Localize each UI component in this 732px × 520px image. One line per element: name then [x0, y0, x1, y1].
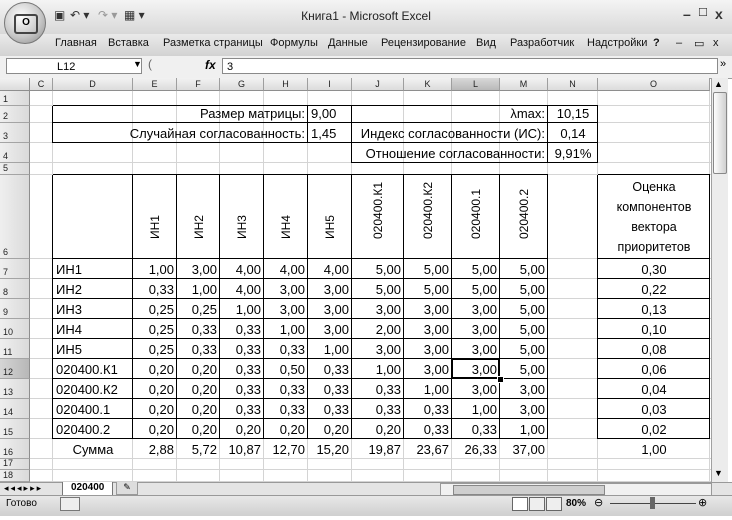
row-header[interactable]: 12 — [0, 359, 30, 379]
matrix-row-label[interactable]: ИН5 — [56, 342, 82, 357]
matrix-cell[interactable]: 1,00 — [279, 322, 305, 337]
vertical-scrollbar[interactable] — [711, 78, 728, 482]
column-header[interactable]: C — [30, 78, 53, 91]
name-box[interactable]: L12 — [6, 58, 142, 74]
border-line — [598, 298, 710, 299]
matrix-column-header[interactable] — [308, 175, 352, 259]
selected-cell-outline — [451, 358, 500, 379]
matrix-cell[interactable]: 3,00 — [191, 262, 217, 277]
border-line — [176, 175, 177, 439]
consistency-ratio-label[interactable]: Отношение согласованности: — [365, 146, 545, 161]
matrix-cell[interactable]: 1,00 — [471, 402, 497, 417]
border-line — [219, 175, 220, 439]
border-line — [598, 438, 710, 439]
border-line — [598, 318, 710, 319]
border-line — [352, 162, 598, 163]
matrix-cell[interactable]: 5,00 — [519, 362, 545, 377]
matrix-cell[interactable]: 5,00 — [471, 262, 497, 277]
border-line — [132, 175, 133, 439]
column-header[interactable]: H — [264, 78, 308, 91]
priority-value[interactable]: 0,10 — [641, 322, 667, 337]
priority-vector-header[interactable]: Оценка компонентов вектора приоритетов — [616, 180, 692, 254]
matrix-column-header[interactable] — [500, 175, 548, 259]
matrix-cell[interactable]: 5,00 — [519, 282, 545, 297]
matrix-cell[interactable]: 5,00 — [375, 282, 401, 297]
row-header[interactable]: 8 — [0, 279, 30, 299]
row-header[interactable]: 15 — [0, 419, 30, 439]
matrix-cell[interactable]: 5,00 — [423, 282, 449, 297]
office-logo-icon: O — [14, 14, 38, 34]
matrix-cell[interactable]: 3,00 — [519, 382, 545, 397]
border-line — [352, 105, 598, 106]
matrix-cell[interactable]: 3,00 — [323, 282, 349, 297]
status-ready: Готово — [6, 498, 37, 509]
matrix-cell[interactable]: 0,33 — [191, 322, 217, 337]
matrix-cell[interactable]: 1,00 — [375, 362, 401, 377]
tab-view[interactable]: Вид — [476, 37, 496, 49]
matrix-cell[interactable]: 0,20 — [191, 422, 217, 437]
column-header[interactable]: E — [133, 78, 177, 91]
matrix-cell[interactable]: 0,33 — [471, 422, 497, 437]
border-line — [709, 175, 710, 439]
column-header[interactable]: G — [220, 78, 264, 91]
matrix-cell[interactable]: 1,00 — [423, 382, 449, 397]
border-line — [53, 338, 548, 339]
matrix-cell[interactable]: 3,00 — [423, 362, 449, 377]
page-layout-view-icon[interactable] — [529, 497, 545, 511]
row-header[interactable]: 10 — [0, 319, 30, 339]
help-icon[interactable]: ? — [653, 37, 660, 49]
matrix-cell[interactable]: 3,00 — [423, 342, 449, 357]
fill-handle[interactable] — [497, 376, 504, 383]
matrix-cell[interactable]: 3,00 — [471, 322, 497, 337]
matrix-column-header-label: 020400.2 — [517, 188, 531, 239]
matrix-cell[interactable]: 2,00 — [375, 322, 401, 337]
sum-priority-value[interactable]: 1,00 — [641, 442, 667, 457]
matrix-cell[interactable]: 0,20 — [191, 382, 217, 397]
matrix-cell[interactable]: 5,00 — [519, 262, 545, 277]
consistency-ratio-value[interactable]: 9,91% — [554, 146, 592, 161]
tab-insert[interactable]: Вставка — [108, 37, 149, 49]
matrix-cell[interactable]: 0,33 — [375, 382, 401, 397]
matrix-cell[interactable]: 5,00 — [375, 262, 401, 277]
matrix-cell[interactable]: 0,33 — [235, 342, 261, 357]
border-line — [53, 278, 548, 279]
ribbon-restore-icon[interactable]: ▭ — [694, 38, 705, 50]
tab-home[interactable]: Главная — [55, 37, 97, 49]
matrix-cell[interactable]: 3,00 — [323, 322, 349, 337]
row-header[interactable]: 14 — [0, 399, 30, 419]
column-header[interactable]: O — [598, 78, 710, 91]
matrix-cell[interactable]: 0,20 — [148, 382, 174, 397]
undo-icon[interactable]: ↶ ▾ — [70, 8, 90, 22]
matrix-cell[interactable]: 3,00 — [423, 322, 449, 337]
matrix-cell[interactable]: 0,33 — [148, 282, 174, 297]
border-line — [598, 278, 710, 279]
matrix-cell[interactable]: 0,33 — [279, 402, 305, 417]
border-line — [598, 378, 710, 379]
border-line — [351, 175, 352, 439]
matrix-cell[interactable]: 0,25 — [148, 342, 174, 357]
sum-label[interactable]: Сумма — [72, 442, 114, 457]
consistency-index-value[interactable]: 0,14 — [560, 126, 586, 141]
redo-icon[interactable]: ↷ ▾ — [98, 8, 118, 22]
sheet-nav-icon[interactable]: ◂◂◂▸▸▸ — [4, 483, 44, 493]
border-line — [53, 438, 548, 439]
matrix-cell[interactable]: 1,00 — [191, 282, 217, 297]
matrix-cell[interactable]: 0,20 — [279, 422, 305, 437]
matrix-cell[interactable]: 4,00 — [235, 262, 261, 277]
row-header[interactable]: 3 — [0, 123, 30, 143]
matrix-cell[interactable]: 0,33 — [423, 402, 449, 417]
matrix-column-header-label: ИН3 — [235, 215, 249, 239]
matrix-column-header[interactable] — [404, 175, 452, 259]
matrix-cell[interactable]: 0,33 — [323, 362, 349, 377]
border-line — [53, 418, 548, 419]
sum-value[interactable]: 15,20 — [316, 442, 349, 457]
tab-page-layout[interactable]: Разметка страницы — [163, 37, 263, 49]
matrix-cell[interactable]: 3,00 — [375, 342, 401, 357]
column-header[interactable]: D — [53, 78, 133, 91]
select-all-corner[interactable] — [0, 78, 30, 91]
matrix-column-header[interactable] — [352, 175, 404, 259]
border-line — [598, 418, 710, 419]
matrix-row-label[interactable]: ИН3 — [56, 302, 82, 317]
horizontal-scroll-thumb[interactable] — [453, 485, 605, 495]
matrix-cell[interactable]: 0,20 — [148, 362, 174, 377]
priority-value[interactable]: 0,04 — [641, 382, 667, 397]
matrix-column-header[interactable] — [452, 175, 500, 259]
tab-addins[interactable]: Надстройки — [587, 37, 648, 49]
ribbon-minimize-icon[interactable]: – — [676, 37, 683, 49]
matrix-cell[interactable]: 5,00 — [423, 262, 449, 277]
status-bar — [0, 495, 732, 516]
border-line — [352, 122, 598, 123]
matrix-cell[interactable]: 0,20 — [191, 402, 217, 417]
matrix-cell[interactable]: 5,00 — [519, 322, 545, 337]
border-line — [53, 318, 548, 319]
matrix-row-label[interactable]: 020400.2 — [56, 422, 111, 437]
row-header[interactable]: 6 — [0, 175, 30, 259]
border-line — [263, 175, 264, 439]
name-box-dropdown-icon[interactable]: ▼ — [133, 59, 142, 69]
column-header[interactable]: F — [177, 78, 220, 91]
insert-function-button[interactable]: fx — [205, 58, 216, 72]
sum-value[interactable]: 10,87 — [228, 442, 261, 457]
formula-input[interactable]: 3 — [222, 58, 718, 74]
row-header[interactable]: 5 — [0, 163, 30, 175]
matrix-cell[interactable]: 0,25 — [148, 302, 174, 317]
priority-value[interactable]: 0,22 — [641, 282, 667, 297]
border-line — [598, 338, 710, 339]
border-line — [598, 174, 710, 175]
matrix-column-header[interactable] — [220, 175, 264, 259]
sum-value[interactable]: 26,33 — [464, 442, 497, 457]
border-line — [53, 398, 548, 399]
matrix-size-label[interactable]: Размер матрицы: — [199, 106, 305, 121]
save-icon[interactable]: ▣ — [54, 8, 66, 22]
matrix-cell[interactable]: 0,20 — [191, 362, 217, 377]
row-header[interactable]: 17 — [0, 459, 30, 470]
matrix-column-header[interactable] — [133, 175, 177, 259]
border-line — [451, 175, 452, 439]
page-break-view-icon[interactable] — [546, 497, 562, 511]
border-line — [351, 106, 352, 163]
matrix-row-label[interactable]: ИН1 — [56, 262, 82, 277]
matrix-cell[interactable]: 3,00 — [471, 382, 497, 397]
normal-view-icon[interactable] — [512, 497, 528, 511]
formula-expand-icon[interactable]: » — [720, 58, 727, 70]
matrix-cell[interactable]: 0,20 — [375, 422, 401, 437]
lambda-max-value[interactable]: 10,15 — [556, 106, 590, 121]
sheet-tab-active[interactable]: 020400 — [62, 482, 113, 496]
window-title: Книга1 - Microsoft Excel — [301, 9, 431, 23]
matrix-row-label[interactable]: 020400.К1 — [56, 362, 118, 377]
matrix-cell[interactable]: 0,33 — [191, 342, 217, 357]
consistency-index-label[interactable]: Индекс согласованности (ИС): — [360, 126, 545, 141]
column-header[interactable]: I — [308, 78, 352, 91]
row-header[interactable]: 18 — [0, 470, 30, 482]
matrix-cell[interactable]: 3,00 — [471, 302, 497, 317]
border-line — [403, 175, 404, 439]
matrix-cell[interactable]: 0,33 — [323, 382, 349, 397]
matrix-cell[interactable]: 0,20 — [148, 402, 174, 417]
priority-value[interactable]: 0,03 — [641, 402, 667, 417]
close-button[interactable]: x — [715, 6, 723, 22]
matrix-cell[interactable]: 1,00 — [148, 262, 174, 277]
priority-value[interactable]: 0,08 — [641, 342, 667, 357]
priority-value[interactable]: 0,30 — [641, 262, 667, 277]
matrix-column-header[interactable] — [177, 175, 220, 259]
matrix-cell[interactable]: 1,00 — [519, 422, 545, 437]
matrix-column-header-label: 020400.1 — [469, 188, 483, 239]
matrix-cell[interactable]: 0,20 — [323, 422, 349, 437]
matrix-column-header-label: ИН2 — [191, 215, 206, 239]
matrix-column-header-label: ИН1 — [148, 215, 162, 239]
matrix-cell[interactable]: 1,00 — [235, 302, 261, 317]
border-line — [598, 358, 710, 359]
border-line — [307, 106, 308, 143]
matrix-cell[interactable]: 4,00 — [235, 282, 261, 297]
matrix-cell[interactable]: 0,33 — [323, 402, 349, 417]
matrix-cell[interactable]: 3,00 — [423, 302, 449, 317]
border-line — [52, 106, 53, 143]
matrix-cell[interactable]: 4,00 — [323, 262, 349, 277]
column-header[interactable]: M — [500, 78, 548, 91]
office-button[interactable] — [4, 2, 46, 44]
matrix-cell[interactable]: 5,00 — [519, 342, 545, 357]
matrix-column-header-label: ИН4 — [279, 215, 293, 239]
zoom-out-icon[interactable]: ⊖ — [594, 497, 604, 509]
matrix-cell[interactable]: 0,20 — [235, 422, 261, 437]
vertical-scroll-thumb[interactable] — [713, 92, 727, 174]
border-line — [53, 258, 548, 259]
lambda-max-label[interactable]: λmax: — [510, 106, 545, 121]
insert-sheet-icon[interactable]: ✎ — [116, 482, 138, 495]
border-line — [547, 106, 548, 163]
matrix-column-header-label: 020400.К1 — [371, 181, 385, 239]
row-header[interactable]: 13 — [0, 379, 30, 399]
border-line — [547, 175, 548, 439]
matrix-row-label[interactable]: 020400.К2 — [56, 382, 118, 397]
matrix-cell[interactable]: 0,33 — [279, 382, 305, 397]
matrix-cell[interactable]: 1,00 — [323, 342, 349, 357]
scroll-up-icon[interactable]: ▲ — [714, 79, 723, 89]
macro-record-icon[interactable] — [60, 497, 80, 511]
matrix-cell[interactable]: 0,33 — [235, 382, 261, 397]
matrix-cell[interactable]: 3,00 — [279, 302, 305, 317]
matrix-cell[interactable]: 0,33 — [375, 402, 401, 417]
zoom-slider-handle[interactable] — [650, 497, 655, 509]
scroll-down-icon[interactable]: ▼ — [714, 468, 723, 478]
border-line — [307, 175, 308, 439]
matrix-cell[interactable]: 0,33 — [423, 422, 449, 437]
matrix-cell[interactable]: 0,33 — [235, 322, 261, 337]
row-header[interactable]: 1 — [0, 91, 30, 106]
row-header[interactable]: 11 — [0, 339, 30, 359]
random-consistency-value[interactable]: 1,45 — [311, 126, 337, 141]
zoom-in-icon[interactable]: ⊕ — [698, 497, 708, 509]
sum-value[interactable]: 23,67 — [416, 442, 449, 457]
matrix-cell[interactable]: 5,00 — [519, 302, 545, 317]
sum-value[interactable]: 5,72 — [191, 442, 217, 457]
row-header[interactable]: 9 — [0, 299, 30, 319]
border-line — [53, 298, 548, 299]
matrix-size-value[interactable]: 9,00 — [311, 106, 337, 121]
row-header[interactable]: 4 — [0, 143, 30, 163]
matrix-cell[interactable]: 0,25 — [191, 302, 217, 317]
tab-data[interactable]: Данные — [328, 37, 368, 49]
matrix-cell[interactable]: 3,00 — [519, 402, 545, 417]
zoom-level[interactable]: 80% — [566, 498, 587, 509]
tab-developer[interactable]: Разработчик — [510, 37, 575, 49]
minimize-button[interactable]: – — [683, 6, 691, 22]
tab-review[interactable]: Рецензирование — [381, 37, 466, 49]
formula-cancel-icon[interactable]: ( — [148, 57, 152, 71]
border-line — [598, 398, 710, 399]
column-header[interactable]: N — [548, 78, 598, 91]
column-header[interactable]: K — [404, 78, 452, 91]
row-header[interactable]: 2 — [0, 106, 30, 123]
matrix-cell[interactable]: 4,00 — [279, 262, 305, 277]
border-line — [499, 175, 500, 439]
matrix-cell[interactable]: 3,00 — [471, 362, 497, 377]
border-line — [352, 142, 598, 143]
matrix-row-label[interactable]: ИН2 — [56, 282, 82, 297]
matrix-column-header-label: 020400.К2 — [421, 181, 435, 239]
tab-formulas[interactable]: Формулы — [270, 37, 318, 49]
matrix-cell[interactable]: 3,00 — [471, 342, 497, 357]
matrix-cell[interactable]: 0,33 — [235, 402, 261, 417]
matrix-cell[interactable]: 3,00 — [375, 302, 401, 317]
matrix-cell[interactable]: 0,50 — [279, 362, 305, 377]
priority-value[interactable]: 0,02 — [641, 422, 667, 437]
matrix-cell[interactable]: 5,00 — [471, 282, 497, 297]
sum-value[interactable]: 2,88 — [148, 442, 174, 457]
sum-value[interactable]: 19,87 — [368, 442, 401, 457]
matrix-column-header[interactable] — [264, 175, 308, 259]
sum-value[interactable]: 37,00 — [512, 442, 545, 457]
border-line — [597, 106, 598, 163]
row-header[interactable]: 16 — [0, 439, 30, 459]
priority-value[interactable]: 0,06 — [641, 362, 667, 377]
sum-value[interactable]: 12,70 — [272, 442, 305, 457]
border-line — [598, 258, 710, 259]
matrix-cell[interactable]: 0,33 — [235, 362, 261, 377]
gridline-horizontal — [30, 469, 711, 470]
row-header[interactable]: 7 — [0, 259, 30, 279]
border-line — [52, 175, 53, 439]
ribbon-close-icon[interactable]: x — [713, 37, 719, 49]
column-header[interactable]: J — [352, 78, 404, 91]
border-line — [597, 175, 598, 439]
matrix-row-label[interactable]: ИН4 — [56, 322, 82, 337]
matrix-cell[interactable]: 0,33 — [279, 342, 305, 357]
customize-icon[interactable]: ▦ ▾ — [124, 8, 145, 22]
maximize-button[interactable]: ☐ — [698, 7, 708, 19]
column-header[interactable]: L — [452, 78, 500, 91]
border-line — [53, 174, 548, 175]
matrix-row-label[interactable]: 020400.1 — [56, 402, 111, 417]
matrix-cell[interactable]: 0,25 — [148, 322, 174, 337]
random-consistency-label[interactable]: Случайная согласованность: — [129, 126, 305, 141]
matrix-cell[interactable]: 3,00 — [323, 302, 349, 317]
matrix-cell[interactable]: 0,20 — [148, 422, 174, 437]
priority-value[interactable]: 0,13 — [641, 302, 667, 317]
matrix-cell[interactable]: 3,00 — [279, 282, 305, 297]
matrix-column-header-label: ИН5 — [323, 215, 337, 239]
